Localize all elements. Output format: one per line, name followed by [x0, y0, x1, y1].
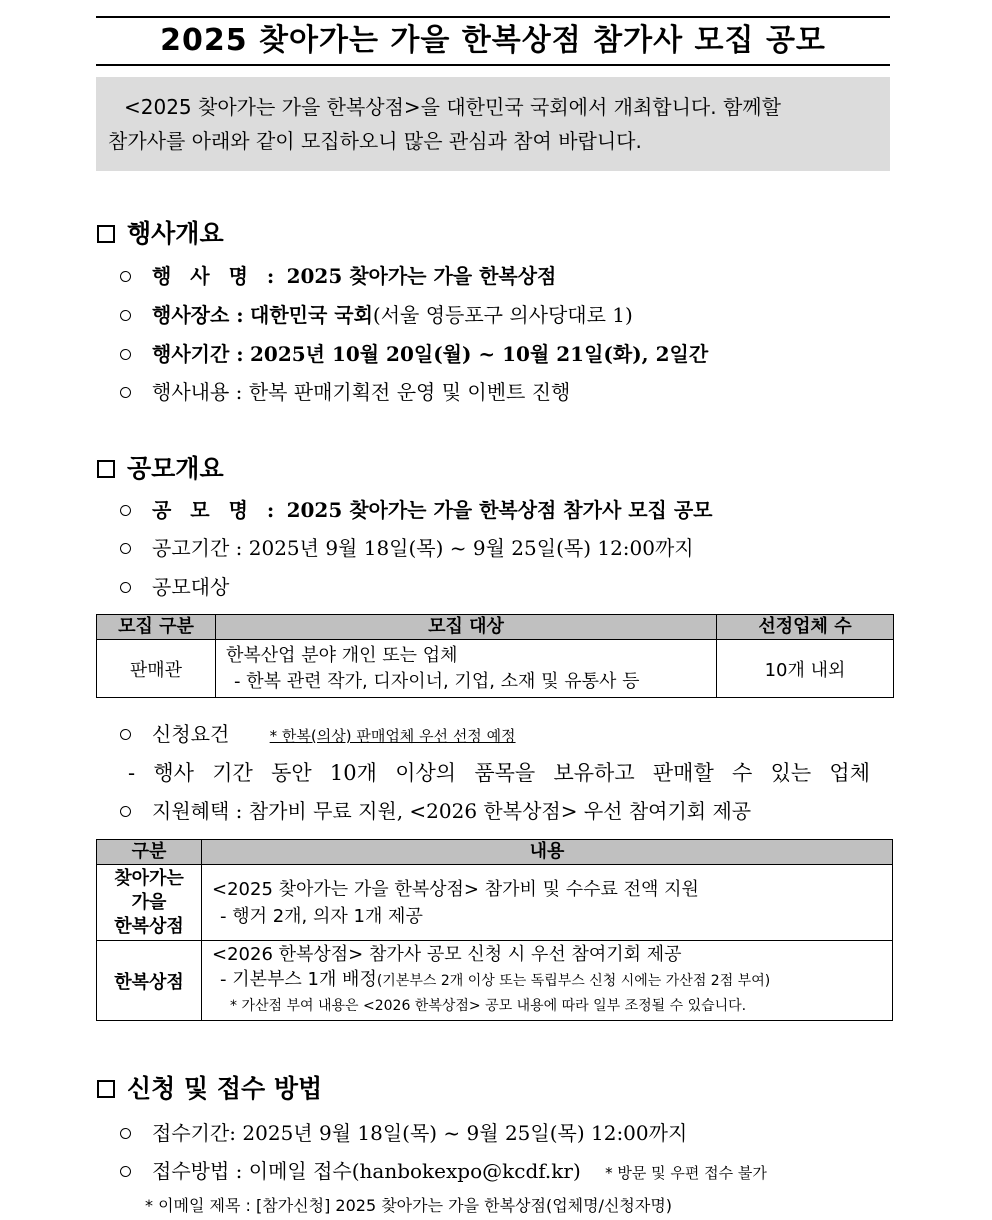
table-header: 모집 대상 — [216, 615, 717, 640]
event-period-item: 행사기간 : 2025년 10월 20일(월) ~ 10월 21일(화), 2일간 — [120, 339, 708, 369]
checkbox-square-icon — [97, 460, 115, 478]
event-name-item: 행 사 명 : 2025 찾아가는 가을 한복상점 — [120, 261, 556, 291]
notice-period-item: 공고기간 : 2025년 9월 18일(목) ~ 9월 25일(목) 12:00까지 — [120, 533, 694, 563]
circle-bullet-icon — [120, 387, 131, 398]
circle-bullet-icon — [120, 310, 131, 321]
title-top-rule — [96, 16, 890, 18]
section-contest-overview: 공모개요 — [97, 452, 224, 486]
table-header: 내용 — [202, 840, 893, 865]
page-title: 2025 찾아가는 가을 한복상점 참가사 모집 공모 — [160, 23, 826, 58]
section-event-overview: 행사개요 — [97, 217, 224, 251]
benefit-table — [96, 839, 893, 1021]
circle-bullet-icon — [120, 271, 131, 282]
benefit-item: 지원혜택 : 참가비 무료 지원, <2026 한복상점> 우선 참여기회 제공 — [120, 796, 751, 826]
table-cell-content: <2026 한복상점> 참가사 공모 신청 시 우선 참여기회 제공 - 기본부스 1개 배정(기본부스 2개 이상 또는 독립부스 신청 시에는 가산점 2점 부여) * 가산점 부여 내용은 <2026 한복상점> 공모 내용에 따라 일부 조정될 수 있습니다. — [202, 941, 893, 1021]
recruitment-table — [96, 614, 894, 698]
intro-box — [96, 77, 890, 171]
requirement-item: 신청요건 * 한복(의상) 판매업체 우선 선정 예정 — [120, 719, 516, 749]
table-cell-target: 한복산업 분야 개인 또는 업체 - 한복 관련 작가, 디자이너, 기업, 소재 및 유통사 등 — [216, 640, 717, 698]
visit-mail-note: * 방문 및 우편 접수 불가 — [605, 1164, 767, 1182]
intro-line-1: <2025 찾아가는 가을 한복상점>을 대한민국 국회에서 개최합니다. 함께할 — [124, 95, 781, 119]
circle-bullet-icon — [120, 505, 131, 516]
circle-bullet-icon — [120, 806, 131, 817]
circle-bullet-icon — [120, 1166, 131, 1177]
table-cell-content: <2025 찾아가는 가을 한복상점> 참가비 및 수수료 전액 지원 - 행거 2개, 의자 1개 제공 — [202, 865, 893, 941]
title-bottom-rule — [96, 64, 890, 66]
section-application-method: 신청 및 접수 방법 — [97, 1072, 322, 1106]
circle-bullet-icon — [120, 729, 131, 740]
event-content-item: 행사내용 : 한복 판매기획전 운영 및 이벤트 진행 — [120, 377, 570, 407]
application-period-item: 접수기간: 2025년 9월 18일(목) ~ 9월 25일(목) 12:00까지 — [120, 1118, 687, 1148]
checkbox-square-icon — [97, 225, 115, 243]
table-header: 구분 — [97, 840, 202, 865]
checkbox-square-icon — [97, 1080, 115, 1098]
circle-bullet-icon — [120, 1128, 131, 1139]
application-method-item: 접수방법 : 이메일 접수(hanbokexpo@kcdf.kr) * 방문 및 우편 접수 불가 — [120, 1156, 767, 1186]
requirement-note: * 한복(의상) 판매업체 우선 선정 예정 — [269, 727, 516, 745]
circle-bullet-icon — [120, 543, 131, 554]
contest-name-item: 공 모 명 : 2025 찾아가는 가을 한복상점 참가사 모집 공모 — [120, 495, 712, 525]
event-venue-item: 행사장소 : 대한민국 국회(서울 영등포구 의사당대로 1) — [120, 300, 633, 330]
contest-target-item: 공모대상 — [120, 572, 229, 602]
intro-line-2: 참가사를 아래와 같이 모집하오니 많은 관심과 참여 바랍니다. — [108, 129, 642, 153]
table-cell-category: 찾아가는 가을 한복상점 — [97, 865, 202, 941]
table-cell-category: 한복상점 — [97, 941, 202, 1021]
table-cell-category: 판매관 — [97, 640, 216, 698]
circle-bullet-icon — [120, 582, 131, 593]
table-header: 선정업체 수 — [717, 615, 894, 640]
requirement-detail: - 행사 기간 동안 10개 이상의 품목을 보유하고 판매할 수 있는 업체 — [128, 761, 870, 785]
email-subject-note: * 이메일 제목 : [참가신청] 2025 찾아가는 가을 한복상점(업체명/신청자명) — [145, 1196, 673, 1215]
circle-bullet-icon — [120, 349, 131, 360]
table-header: 모집 구분 — [97, 615, 216, 640]
table-cell-count: 10개 내외 — [717, 640, 894, 698]
